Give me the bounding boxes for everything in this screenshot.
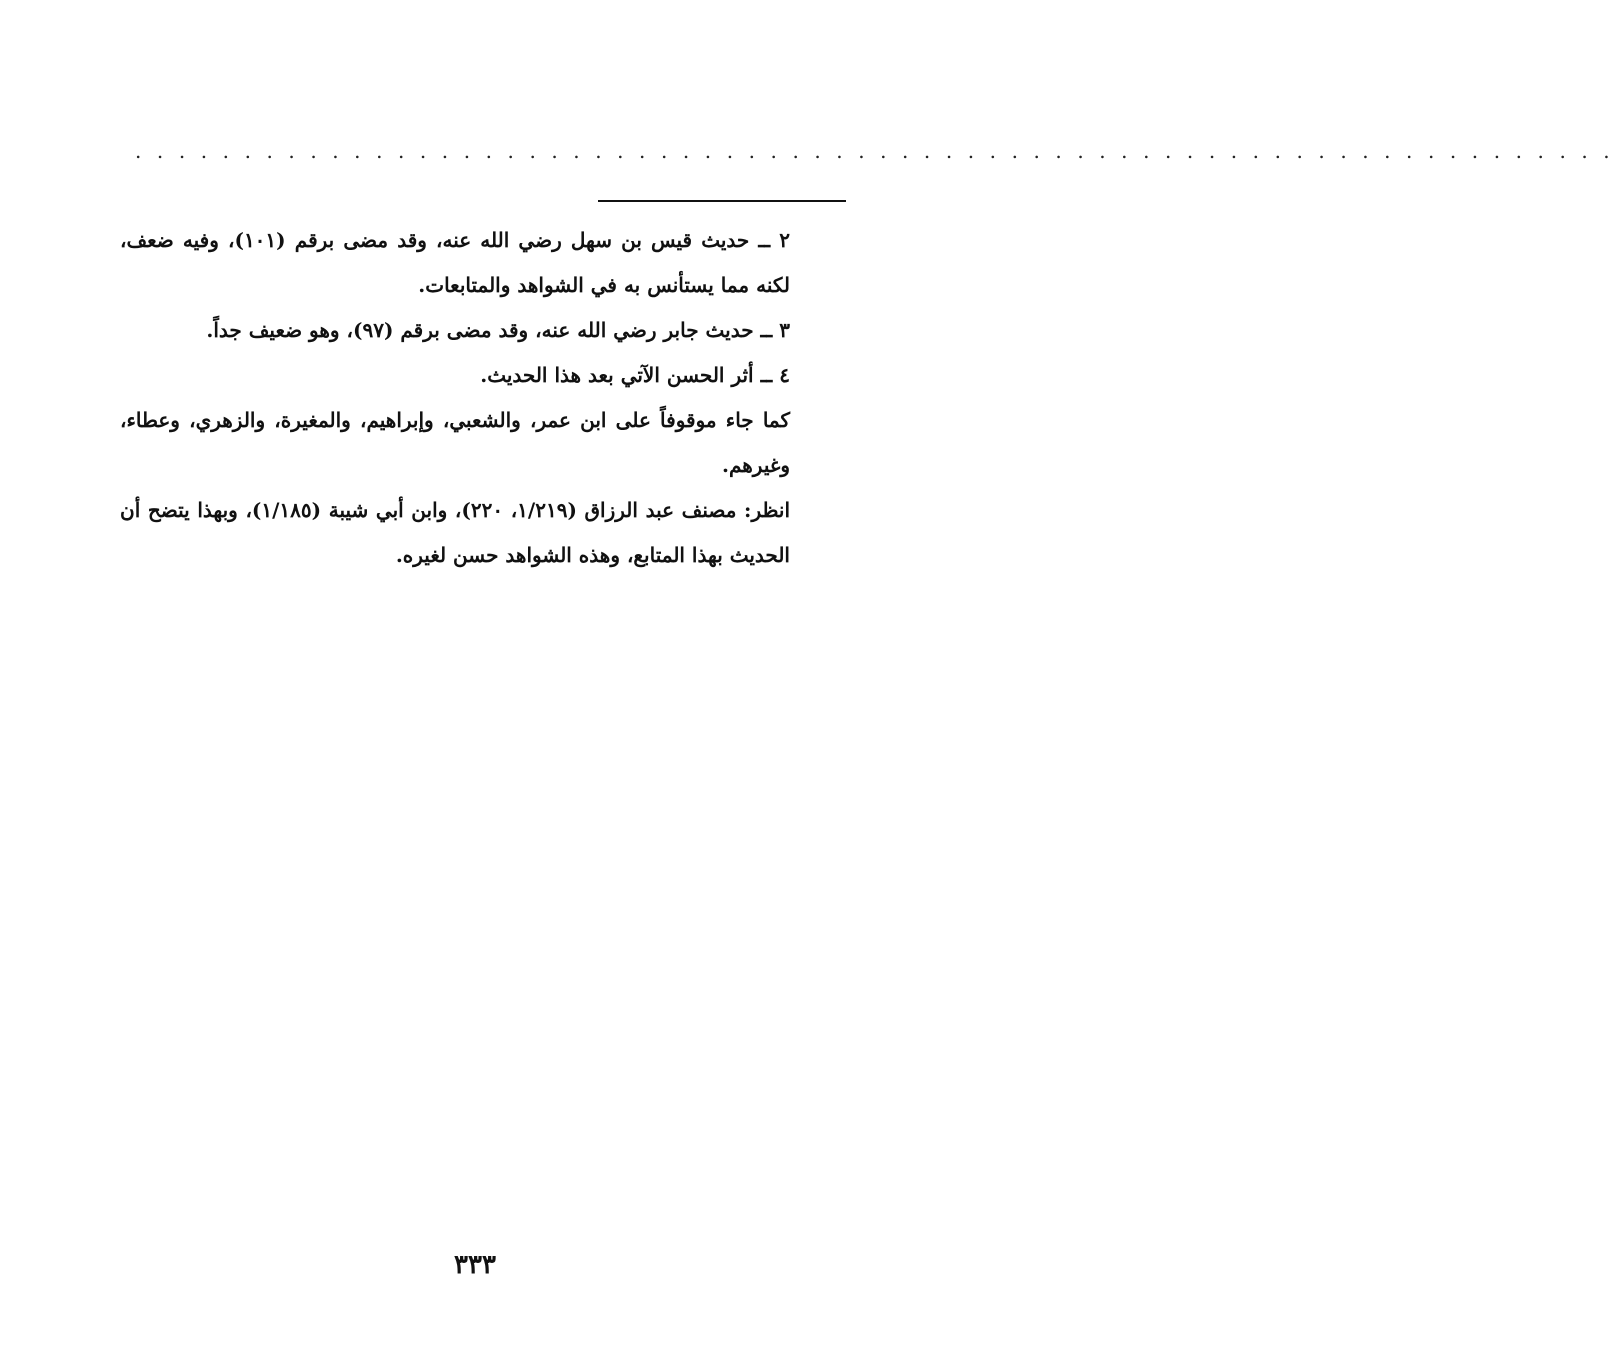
footnote-item-3: ٣ ــ حديث جابر رضي الله عنه، وقد مضى برقم (٩٧)، وهو ضعيف جداً. xyxy=(206,318,790,342)
footnote-paragraph-references: انظر: مصنف عبد الرزاق (١/٢١٩، ٢٢٠)، وابن أبي شيبة (١/١٨٥)، وبهذا يتضح أن الحديث بهذا المتابع، وهذه الشواهد حسن لغيره. xyxy=(120,498,791,567)
footnote-item-4: ٤ ــ أثر الحسن الآتي بعد هذا الحديث. xyxy=(480,363,790,387)
footnotes-section xyxy=(120,218,846,578)
footnote-paragraph-mawquf: كما جاء موقوفاً على ابن عمر، والشعبي، وإبراهيم، والمغيرة، والزهري، وعطاء، وغيرهم. xyxy=(120,408,790,477)
page-number: ٣٣٣ xyxy=(454,1250,496,1280)
footnote-divider xyxy=(598,200,846,202)
footnote-item-2: ٢ ــ حديث قيس بن سهل رضي الله عنه، وقد مضى برقم (١٠١)، وفيه ضعف، لكنه مما يستأنس به في الشواهد والمتابعات. xyxy=(120,228,791,297)
dotted-separator: . . . . . . . . . . . . . . . . . . . . . . . . . . . . . . . . . . . . . . . . . . . . . . . . . . . . . . . . . . . . . . . . . . . . xyxy=(135,139,1614,163)
